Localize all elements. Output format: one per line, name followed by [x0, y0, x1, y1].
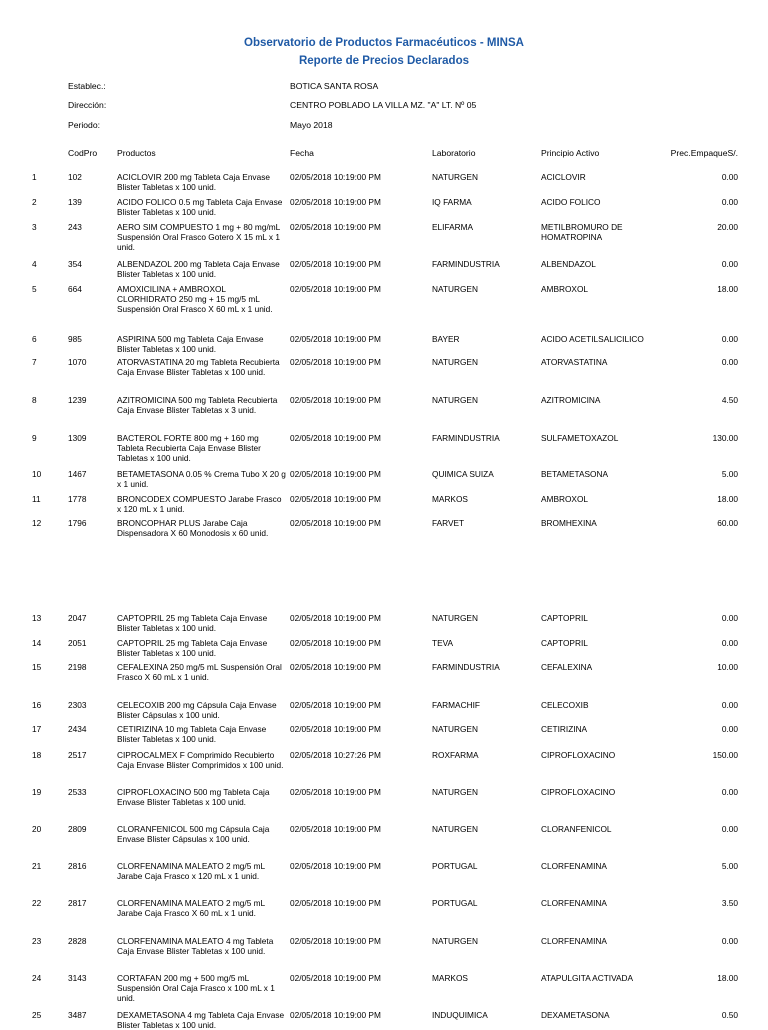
row-fecha: 02/05/2018 10:19:00 PM — [290, 898, 381, 908]
row-principio-activo: CLORANFENICOL — [541, 824, 612, 834]
row-producto: CEFALEXINA 250 mg/5 mL Suspensión Oral Frasco X 60 mL x 1 unid. — [117, 662, 282, 682]
row-codpro: 664 — [68, 284, 82, 294]
row-laboratorio: NATURGEN — [432, 284, 478, 294]
row-index: 17 — [32, 724, 42, 734]
row-producto: CLORFENAMINA MALEATO 2 mg/5 mL Jarabe Caja Frasco x 120 mL x 1 unid. — [117, 861, 265, 881]
row-index: 1 — [32, 172, 37, 182]
row-producto: ACIDO FOLICO 0.5 mg Tableta Caja Envase Blister Tabletas x 100 unid. — [117, 197, 283, 217]
row-principio-activo: ACIDO ACETILSALICILICO — [541, 334, 644, 344]
row-fecha: 02/05/2018 10:19:00 PM — [290, 973, 381, 983]
row-index: 15 — [32, 662, 42, 672]
row-fecha: 02/05/2018 10:19:00 PM — [290, 613, 381, 623]
row-principio-activo: CAPTOPRIL — [541, 613, 588, 623]
row-precio: 0.00 — [721, 197, 738, 207]
row-fecha: 02/05/2018 10:19:00 PM — [290, 334, 381, 344]
row-precio: 18.00 — [717, 494, 738, 504]
row-principio-activo: AZITROMICINA — [541, 395, 601, 405]
row-codpro: 2198 — [68, 662, 87, 672]
row-laboratorio: MARKOS — [432, 494, 468, 504]
row-index: 2 — [32, 197, 37, 207]
row-fecha: 02/05/2018 10:19:00 PM — [290, 662, 381, 672]
row-index: 21 — [32, 861, 42, 871]
row-codpro: 2517 — [68, 750, 87, 760]
row-precio: 0.00 — [721, 357, 738, 367]
row-fecha: 02/05/2018 10:19:00 PM — [290, 433, 381, 443]
row-producto: DEXAMETASONA 4 mg Tableta Caja Envase Blister Tabletas x 100 unid. — [117, 1010, 285, 1030]
row-codpro: 139 — [68, 197, 82, 207]
row-producto: BACTEROL FORTE 800 mg + 160 mg Tableta Recubierta Caja Envase Blister Tabletas x 100 unid. — [117, 433, 261, 463]
col-principio-activo: Principio Activo — [541, 148, 600, 158]
row-producto: CIPROFLOXACINO 500 mg Tableta Caja Envase Blister Tabletas x 100 unid. — [117, 787, 270, 807]
row-principio-activo: CLORFENAMINA — [541, 936, 607, 946]
info-label: Establec.: — [68, 81, 106, 91]
row-fecha: 02/05/2018 10:19:00 PM — [290, 284, 381, 294]
row-laboratorio: NATURGEN — [432, 357, 478, 367]
row-index: 16 — [32, 700, 42, 710]
row-principio-activo: CEFALEXINA — [541, 662, 593, 672]
row-fecha: 02/05/2018 10:19:00 PM — [290, 1010, 381, 1020]
row-codpro: 1796 — [68, 518, 87, 528]
row-precio: 0.00 — [721, 638, 738, 648]
row-index: 9 — [32, 433, 37, 443]
row-precio: 0.00 — [721, 259, 738, 269]
row-codpro: 3143 — [68, 973, 87, 983]
row-precio: 18.00 — [717, 284, 738, 294]
row-fecha: 02/05/2018 10:19:00 PM — [290, 395, 381, 405]
row-precio: 5.00 — [721, 469, 738, 479]
row-producto: CAPTOPRIL 25 mg Tableta Caja Envase Blister Tabletas x 100 unid. — [117, 613, 268, 633]
row-laboratorio: MARKOS — [432, 973, 468, 983]
row-laboratorio: IQ FARMA — [432, 197, 472, 207]
row-fecha: 02/05/2018 10:19:00 PM — [290, 197, 381, 207]
row-laboratorio: NATURGEN — [432, 936, 478, 946]
row-index: 5 — [32, 284, 37, 294]
row-fecha: 02/05/2018 10:19:00 PM — [290, 861, 381, 871]
row-precio: 0.00 — [721, 724, 738, 734]
col-productos: Productos — [117, 148, 156, 158]
row-index: 12 — [32, 518, 42, 528]
info-value: CENTRO POBLADO LA VILLA MZ. "A" LT. Nº 05 — [290, 100, 477, 110]
row-producto: BRONCODEX COMPUESTO Jarabe Frasco x 120 mL x 1 unid. — [117, 494, 282, 514]
row-codpro: 3487 — [68, 1010, 87, 1020]
row-codpro: 2434 — [68, 724, 87, 734]
row-precio: 5.00 — [721, 861, 738, 871]
row-laboratorio: FARMINDUSTRIA — [432, 433, 500, 443]
report-title: Observatorio de Productos Farmacéuticos - MINSA — [244, 37, 524, 49]
row-laboratorio: NATURGEN — [432, 613, 478, 623]
row-principio-activo: ATORVASTATINA — [541, 357, 608, 367]
row-precio: 0.00 — [721, 172, 738, 182]
row-laboratorio: FARMACHIF — [432, 700, 480, 710]
info-value: Mayo 2018 — [290, 120, 333, 130]
row-principio-activo: CELECOXIB — [541, 700, 589, 710]
row-precio: 150.00 — [712, 750, 738, 760]
row-codpro: 102 — [68, 172, 82, 182]
row-index: 19 — [32, 787, 42, 797]
row-index: 8 — [32, 395, 37, 405]
row-principio-activo: AMBROXOL — [541, 284, 589, 294]
row-producto: CIPROCALMEX F Comprimido Recubierto Caja Envase Blister Comprimidos x 100 unid. — [117, 750, 284, 770]
row-precio: 0.00 — [721, 700, 738, 710]
row-fecha: 02/05/2018 10:19:00 PM — [290, 222, 381, 232]
row-principio-activo: BETAMETASONA — [541, 469, 608, 479]
row-fecha: 02/05/2018 10:19:00 PM — [290, 724, 381, 734]
row-codpro: 1778 — [68, 494, 87, 504]
row-producto: CLORFENAMINA MALEATO 2 mg/5 mL Jarabe Caja Frasco X 60 mL x 1 unid. — [117, 898, 265, 918]
row-codpro: 2809 — [68, 824, 87, 834]
row-laboratorio: NATURGEN — [432, 172, 478, 182]
info-label: Periodo: — [68, 120, 101, 130]
row-codpro: 2533 — [68, 787, 87, 797]
row-codpro: 1070 — [68, 357, 87, 367]
row-fecha: 02/05/2018 10:19:00 PM — [290, 936, 381, 946]
row-fecha: 02/05/2018 10:19:00 PM — [290, 638, 381, 648]
row-producto: AMOXICILINA + AMBROXOL CLORHIDRATO 250 mg + 15 mg/5 mL Suspensión Oral Frasco X 60 mL x 1 unid. — [117, 284, 273, 314]
row-index: 7 — [32, 357, 37, 367]
row-producto: CAPTOPRIL 25 mg Tableta Caja Envase Blister Tabletas x 100 unid. — [117, 638, 268, 658]
row-laboratorio: ELIFARMA — [432, 222, 474, 232]
row-index: 4 — [32, 259, 37, 269]
col-codpro: CodPro — [68, 148, 98, 158]
row-laboratorio: NATURGEN — [432, 724, 478, 734]
row-principio-activo: CAPTOPRIL — [541, 638, 588, 648]
row-codpro: 2816 — [68, 861, 87, 871]
row-index: 24 — [32, 973, 42, 983]
row-index: 25 — [32, 1010, 42, 1020]
row-index: 11 — [32, 494, 41, 504]
row-codpro: 2828 — [68, 936, 87, 946]
row-laboratorio: NATURGEN — [432, 395, 478, 405]
col-precio: Prec.EmpaqueS/. — [670, 148, 738, 158]
row-laboratorio: FARMINDUSTRIA — [432, 259, 500, 269]
row-index: 22 — [32, 898, 42, 908]
row-fecha: 02/05/2018 10:19:00 PM — [290, 824, 381, 834]
row-laboratorio: INDUQUIMICA — [432, 1010, 488, 1020]
row-index: 6 — [32, 334, 37, 344]
row-producto: CORTAFAN 200 mg + 500 mg/5 mL Suspensión Oral Caja Frasco x 100 mL x 1 unid. — [117, 973, 275, 1003]
row-fecha: 02/05/2018 10:19:00 PM — [290, 494, 381, 504]
row-principio-activo: ACIDO FOLICO — [541, 197, 601, 207]
row-producto: CLORANFENICOL 500 mg Cápsula Caja Envase Blister Cápsulas x 100 unid. — [117, 824, 270, 844]
row-fecha: 02/05/2018 10:19:00 PM — [290, 357, 381, 367]
row-codpro: 2047 — [68, 613, 87, 623]
row-principio-activo: ACICLOVIR — [541, 172, 586, 182]
row-precio: 3.50 — [721, 898, 738, 908]
row-laboratorio: PORTUGAL — [432, 861, 478, 871]
row-fecha: 02/05/2018 10:19:00 PM — [290, 172, 381, 182]
row-principio-activo: DEXAMETASONA — [541, 1010, 610, 1020]
row-producto: ASPIRINA 500 mg Tableta Caja Envase Blister Tabletas x 100 unid. — [117, 334, 264, 354]
row-principio-activo: CLORFENAMINA — [541, 898, 607, 908]
info-value: BOTICA SANTA ROSA — [290, 81, 379, 91]
row-index: 13 — [32, 613, 42, 623]
info-label: Dirección: — [68, 100, 107, 110]
row-producto: CETIRIZINA 10 mg Tableta Caja Envase Blister Tabletas x 100 unid. — [117, 724, 267, 744]
row-principio-activo: BROMHEXINA — [541, 518, 597, 528]
row-index: 20 — [32, 824, 42, 834]
row-codpro: 2051 — [68, 638, 87, 648]
report-subtitle: Reporte de Precios Declarados — [298, 55, 469, 67]
row-precio: 0.00 — [721, 787, 738, 797]
row-producto: ALBENDAZOL 200 mg Tableta Caja Envase Blister Tabletas x 100 unid. — [117, 259, 280, 279]
row-precio: 20.00 — [717, 222, 738, 232]
row-principio-activo: CLORFENAMINA — [541, 861, 607, 871]
row-principio-activo: CETIRIZINA — [541, 724, 588, 734]
row-laboratorio: NATURGEN — [432, 824, 478, 834]
row-fecha: 02/05/2018 10:19:00 PM — [290, 787, 381, 797]
row-codpro: 2303 — [68, 700, 87, 710]
row-codpro: 1467 — [68, 469, 87, 479]
row-producto: ACICLOVIR 200 mg Tableta Caja Envase Blister Tabletas x 100 unid. — [117, 172, 270, 192]
row-producto: ATORVASTATINA 20 mg Tableta Recubierta Caja Envase Blister Tabletas x 100 unid. — [117, 357, 280, 377]
row-fecha: 02/05/2018 10:27:26 PM — [290, 750, 381, 760]
row-producto: BRONCOPHAR PLUS Jarabe Caja Dispensadora X 60 Monodosis x 60 unid. — [117, 518, 269, 538]
row-codpro: 1309 — [68, 433, 87, 443]
row-index: 14 — [32, 638, 42, 648]
row-laboratorio: ROXFARMA — [432, 750, 479, 760]
row-principio-activo: CIPROFLOXACINO — [541, 750, 616, 760]
row-fecha: 02/05/2018 10:19:00 PM — [290, 259, 381, 269]
row-index: 23 — [32, 936, 42, 946]
row-principio-activo: METILBROMURO DE HOMATROPINA — [541, 222, 623, 242]
row-codpro: 1239 — [68, 395, 87, 405]
row-index: 10 — [32, 469, 42, 479]
row-precio: 0.00 — [721, 613, 738, 623]
table-header — [0, 148, 768, 160]
row-laboratorio: QUIMICA SUIZA — [432, 469, 494, 479]
row-laboratorio: BAYER — [432, 334, 460, 344]
row-principio-activo: ALBENDAZOL — [541, 259, 596, 269]
row-codpro: 354 — [68, 259, 82, 269]
col-fecha: Fecha — [290, 148, 314, 158]
row-laboratorio: FARVET — [432, 518, 465, 528]
row-precio: 130.00 — [712, 433, 738, 443]
row-index: 3 — [32, 222, 37, 232]
col-laboratorio: Laboratorio — [432, 148, 476, 158]
row-precio: 0.50 — [721, 1010, 738, 1020]
row-precio: 60.00 — [717, 518, 738, 528]
row-laboratorio: FARMINDUSTRIA — [432, 662, 500, 672]
row-fecha: 02/05/2018 10:19:00 PM — [290, 469, 381, 479]
row-producto: CLORFENAMINA MALEATO 4 mg Tableta Caja Envase Blister Tabletas x 100 unid. — [117, 936, 274, 956]
row-producto: CELECOXIB 200 mg Cápsula Caja Envase Blister Cápsulas x 100 unid. — [117, 700, 277, 720]
row-principio-activo: AMBROXOL — [541, 494, 589, 504]
row-index: 18 — [32, 750, 42, 760]
row-laboratorio: NATURGEN — [432, 787, 478, 797]
row-principio-activo: CIPROFLOXACINO — [541, 787, 616, 797]
row-principio-activo: SULFAMETOXAZOL — [541, 433, 619, 443]
row-codpro: 243 — [68, 222, 82, 232]
row-precio: 0.00 — [721, 936, 738, 946]
row-producto: AERO SIM COMPUESTO 1 mg + 80 mg/mL Suspensión Oral Frasco Gotero X 15 mL x 1 unid. — [117, 222, 280, 252]
row-fecha: 02/05/2018 10:19:00 PM — [290, 700, 381, 710]
row-laboratorio: PORTUGAL — [432, 898, 478, 908]
row-precio: 4.50 — [721, 395, 738, 405]
row-producto: AZITROMICINA 500 mg Tableta Recubierta Caja Envase Blister Tabletas x 3 unid. — [117, 395, 278, 415]
row-precio: 0.00 — [721, 824, 738, 834]
row-fecha: 02/05/2018 10:19:00 PM — [290, 518, 381, 528]
row-codpro: 2817 — [68, 898, 87, 908]
row-precio: 0.00 — [721, 334, 738, 344]
row-producto: BETAMETASONA 0.05 % Crema Tubo X 20 g x 1 unid. — [117, 469, 286, 489]
row-precio: 18.00 — [717, 973, 738, 983]
row-codpro: 985 — [68, 334, 82, 344]
row-principio-activo: ATAPULGITA ACTIVADA — [541, 973, 634, 983]
row-precio: 10.00 — [717, 662, 738, 672]
row-laboratorio: TEVA — [432, 638, 454, 648]
